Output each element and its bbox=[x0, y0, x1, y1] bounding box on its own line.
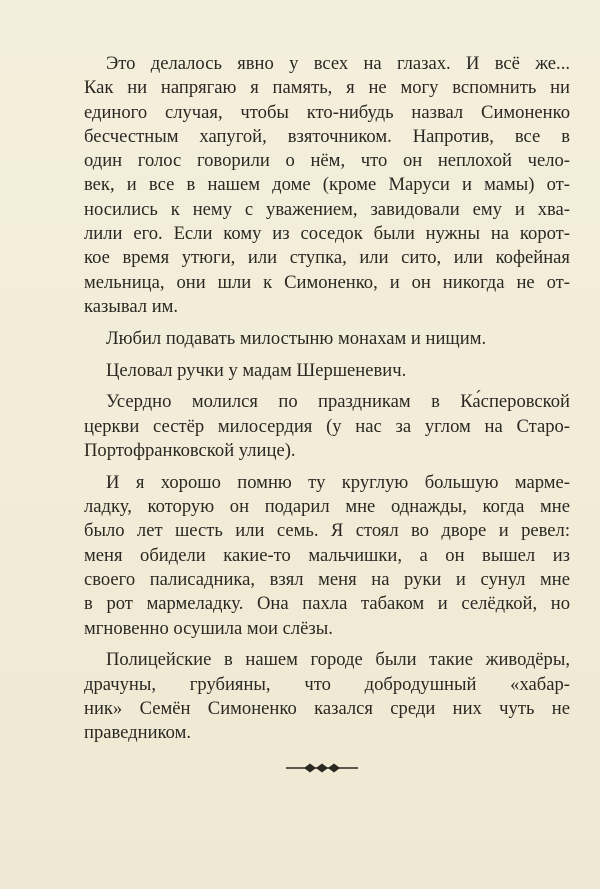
paragraph-6 bbox=[84, 648, 570, 745]
text-line: ник» Семён Симоненко казался среди них чуть не bbox=[84, 697, 570, 719]
text-line: бесчестным хапугой, взяточником. Напротив, все в bbox=[84, 125, 570, 147]
text-line: праведником. bbox=[84, 722, 191, 744]
text-line: Это делалось явно у всех на глазах. И всё же... bbox=[106, 53, 570, 74]
text-line: Усердно молился по праздникам в Ка́сперовской bbox=[106, 391, 570, 413]
text-line: Портофранковской улице). bbox=[84, 439, 296, 461]
text-line: кое время утюги, или ступка, или сито, или кофейная bbox=[84, 247, 570, 269]
text-line: в рот мармеладку. Она пахла табаком и селёдкой, но bbox=[84, 593, 570, 615]
text-line: ладку, которую он подарил мне однажды, когда мне bbox=[84, 496, 570, 518]
text-line: драчуны, грубияны, что добродушный «хабар- bbox=[84, 673, 570, 695]
text-line: носились к нему с уважением, завидовали ему и хва- bbox=[84, 198, 570, 220]
paragraph-3 bbox=[84, 359, 570, 383]
text-line: Как ни напрягаю я память, я не могу вспомнить ни bbox=[84, 77, 570, 99]
text-line: мгновенно осушила мои слёзы. bbox=[84, 617, 333, 639]
paragraph-4 bbox=[84, 390, 570, 463]
text-line: своего палисадника, взял меня на руки и сунул мне bbox=[84, 568, 570, 590]
page-text bbox=[84, 52, 570, 753]
text-line: меня обидели какие-то мальчишки, а он вышел из bbox=[84, 544, 570, 566]
text-line: один голос говорили о нём, что он неплохой чело- bbox=[84, 150, 570, 172]
text-line: казывал им. bbox=[84, 295, 179, 317]
text-line: Целовал ручки у мадам Шершеневич. bbox=[106, 359, 407, 381]
paragraph-1 bbox=[84, 52, 570, 319]
text-line: церкви сестёр милосердия (у нас за углом на Старо- bbox=[84, 415, 570, 437]
paragraph-2 bbox=[84, 327, 570, 351]
text-line: Любил подавать милостыню монахам и нищим. bbox=[106, 327, 487, 349]
text-line: Полицейские в нашем городе были такие живодёры, bbox=[106, 649, 570, 671]
text-line: век, и все в нашем доме (кроме Маруси и мамы) от- bbox=[84, 174, 570, 196]
paragraph-5 bbox=[84, 471, 570, 641]
text-line: было лет шесть или семь. Я стоял во дворе и ревел: bbox=[84, 520, 570, 542]
text-line: И я хорошо помню ту круглую большую марме- bbox=[106, 471, 570, 493]
text-line: лили его. Если кому из соседок были нужны на корот- bbox=[84, 223, 570, 245]
text-line: единого случая, чтобы кто-нибудь назвал Симоненко bbox=[84, 101, 570, 123]
diamond-ornament-icon bbox=[284, 760, 360, 776]
text-line: мельница, они шли к Симоненко, и он никогда не от- bbox=[84, 271, 570, 293]
